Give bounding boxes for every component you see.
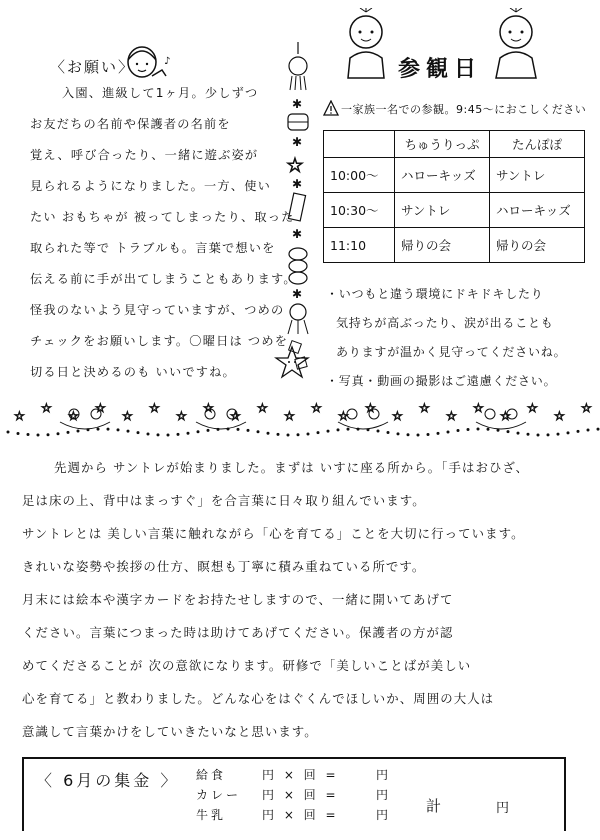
dot-mark bbox=[77, 430, 79, 432]
dot-mark bbox=[157, 434, 159, 436]
dot-mark bbox=[27, 434, 29, 436]
table-header-cell: たんぽぽ bbox=[490, 131, 585, 158]
text-line: 伝える前に手が出てしまうこともあります。 bbox=[30, 272, 297, 286]
dot-mark bbox=[7, 431, 9, 433]
svg-text:✱: ✱ bbox=[292, 177, 303, 191]
table-header-row bbox=[324, 131, 585, 158]
total-label: 計 bbox=[426, 797, 442, 815]
star-mark: ☆ bbox=[365, 401, 376, 415]
text-line: 入園、進級して1ヶ月。少しずつ bbox=[62, 86, 259, 100]
collection-title: 〈 6月の集金 〉 bbox=[36, 771, 180, 790]
table-cell: サントレ bbox=[490, 158, 585, 193]
text-line: きれいな姿勢や挨拶の仕方、瞑想も丁寧に積み重ねている所です。 bbox=[22, 559, 426, 574]
warning-icon bbox=[323, 100, 339, 116]
dot-mark bbox=[17, 432, 19, 434]
star-mark: ☆ bbox=[95, 401, 106, 415]
collection-item-label: 牛乳 bbox=[196, 808, 227, 822]
table-row bbox=[324, 228, 585, 263]
star-face-icon bbox=[274, 345, 310, 381]
dot-mark bbox=[557, 433, 559, 435]
table-row bbox=[324, 158, 585, 193]
collection-item-label: カレー bbox=[196, 788, 242, 802]
dot-mark bbox=[397, 433, 399, 435]
star-mark: ☆ bbox=[419, 401, 430, 415]
text-line: 意識して言葉かけをしていきたいなと思います。 bbox=[22, 724, 318, 739]
star-mark: ☆ bbox=[257, 401, 268, 415]
star-mark: ☆ bbox=[41, 401, 52, 415]
dot-mark bbox=[197, 431, 199, 433]
orihime-illustration-icon bbox=[486, 8, 546, 80]
dot-mark bbox=[347, 428, 349, 430]
sankan-note: 一家族一名での参観。9:45～におこしください bbox=[341, 103, 587, 116]
collection-item-label: 給食 bbox=[196, 768, 227, 782]
text-line: ・写真・動画の撮影はご遠慮ください。 bbox=[326, 374, 557, 388]
table-cell: 帰りの会 bbox=[490, 228, 585, 263]
star-border-divider bbox=[0, 400, 600, 440]
text-line: 取られた等で トラブルも。言葉で想いを bbox=[30, 241, 276, 255]
dot-mark bbox=[377, 430, 379, 432]
dot-mark bbox=[547, 434, 549, 436]
dot-mark bbox=[127, 430, 129, 432]
dot-mark bbox=[577, 430, 579, 432]
dot-mark bbox=[167, 434, 169, 436]
collection-item-total: 円 bbox=[376, 768, 392, 782]
dot-mark bbox=[537, 434, 539, 436]
star-mark: ☆ bbox=[311, 401, 322, 415]
child-face-mark bbox=[485, 409, 495, 419]
dot-mark bbox=[117, 429, 119, 431]
collection-item-calc: 円 × 回 = bbox=[262, 788, 339, 802]
text-line: ください。言葉につまった時は助けてあげてください。保護者の方が認 bbox=[22, 625, 454, 640]
dot-mark bbox=[137, 432, 139, 434]
table-cell: ハローキッズ bbox=[490, 193, 585, 228]
dot-mark bbox=[507, 431, 509, 433]
dot-mark bbox=[497, 429, 499, 431]
text-line: お友だちの名前や保護者の名前を bbox=[30, 117, 231, 131]
star-mark: ☆ bbox=[554, 409, 565, 423]
dot-mark bbox=[407, 434, 409, 436]
boat-mark bbox=[60, 422, 110, 429]
collection-item-calc: 円 × 回 = bbox=[262, 808, 339, 822]
dot-mark bbox=[527, 433, 529, 435]
table-header-cell: ちゅうりっぷ bbox=[395, 131, 490, 158]
table-cell: ハローキッズ bbox=[395, 158, 490, 193]
dot-mark bbox=[587, 429, 589, 431]
dot-mark bbox=[427, 434, 429, 436]
onegai-title: 〈お願い〉 bbox=[50, 58, 136, 76]
boat-mark bbox=[476, 422, 526, 429]
text-line: たい おもちゃが 被ってしまったり、取った bbox=[30, 210, 295, 224]
dot-mark bbox=[417, 434, 419, 436]
svg-text:♪: ♪ bbox=[164, 56, 171, 67]
star-mark: ☆ bbox=[338, 409, 349, 423]
svg-text:✱: ✱ bbox=[292, 97, 303, 111]
collection-item-total: 円 bbox=[376, 788, 392, 802]
dot-mark bbox=[247, 429, 249, 431]
dot-mark bbox=[37, 434, 39, 436]
boat-mark bbox=[338, 422, 388, 429]
star-mark: ☆ bbox=[203, 401, 214, 415]
star-mark: ☆ bbox=[149, 401, 160, 415]
dot-mark bbox=[447, 431, 449, 433]
dot-mark bbox=[67, 431, 69, 433]
table-cell: 帰りの会 bbox=[395, 228, 490, 263]
collection-item-total: 円 bbox=[376, 808, 392, 822]
dot-mark bbox=[297, 434, 299, 436]
svg-text:☆: ☆ bbox=[286, 153, 304, 177]
star-mark: ☆ bbox=[230, 409, 241, 423]
dot-mark bbox=[317, 432, 319, 434]
dot-mark bbox=[47, 434, 49, 436]
table-cell: 11:10 bbox=[324, 228, 395, 263]
dot-mark bbox=[457, 430, 459, 432]
collection-item-calc: 円 × 回 = bbox=[262, 768, 339, 782]
table-cell: 10:00～ bbox=[324, 158, 395, 193]
dot-mark bbox=[307, 433, 309, 435]
dot-mark bbox=[387, 431, 389, 433]
dot-mark bbox=[187, 432, 189, 434]
text-line: チェックをお願いします。〇曜日は つめを bbox=[30, 334, 289, 348]
star-mark: ☆ bbox=[392, 409, 403, 423]
dot-mark bbox=[437, 432, 439, 434]
table-header-cell bbox=[324, 131, 395, 158]
dot-mark bbox=[147, 433, 149, 435]
star-mark: ☆ bbox=[68, 409, 79, 423]
dot-mark bbox=[267, 432, 269, 434]
dot-mark bbox=[287, 434, 289, 436]
star-mark: ☆ bbox=[122, 409, 133, 423]
dot-mark bbox=[237, 428, 239, 430]
dot-mark bbox=[177, 433, 179, 435]
text-line: 気持ちが高ぶったり、涙が出ることも bbox=[336, 316, 554, 330]
dot-mark bbox=[97, 428, 99, 430]
text-line: 先週から サントレが始まりました。まずは いすに座る所から。「手はおひざ、 bbox=[54, 460, 529, 475]
star-mark: ☆ bbox=[581, 401, 592, 415]
dot-mark bbox=[277, 433, 279, 435]
text-line: ありますが温かく見守ってくださいね。 bbox=[336, 345, 567, 359]
text-line: 心を育てる」と教わりました。どんな心をはぐくんでほしいか、周囲の大人は bbox=[22, 691, 495, 706]
text-line: 怪我のないよう見守っていますが、つめの bbox=[30, 303, 285, 317]
total-unit: 円 bbox=[496, 801, 510, 816]
text-line: 足は床の上、背中はまっすぐ」を合言葉に日々取り組んでいます。 bbox=[22, 493, 426, 508]
star-mark: ☆ bbox=[446, 409, 457, 423]
table-row bbox=[324, 193, 585, 228]
schedule-table bbox=[323, 130, 585, 263]
text-line: 月末には絵本や漢字カードをお持たせしますので、一緒に開いてあげて bbox=[22, 592, 454, 607]
tanabata-decoration-icon bbox=[278, 42, 318, 392]
hikoboshi-illustration-icon bbox=[336, 8, 396, 80]
dot-mark bbox=[337, 429, 339, 431]
dot-mark bbox=[567, 432, 569, 434]
star-mark: ☆ bbox=[500, 409, 511, 423]
star-mark: ☆ bbox=[176, 409, 187, 423]
text-line: めてくださることが 次の意欲になります。研修で「美しいことばが美しい bbox=[22, 658, 472, 673]
star-mark: ☆ bbox=[14, 409, 25, 423]
dot-mark bbox=[517, 432, 519, 434]
star-mark: ☆ bbox=[527, 401, 538, 415]
table-cell: 10:30～ bbox=[324, 193, 395, 228]
girl-illustration-icon bbox=[118, 42, 178, 84]
text-line: 覚え、呼び合ったり、一緒に遊ぶ姿が bbox=[30, 148, 259, 162]
boat-mark bbox=[196, 422, 246, 429]
table-cell: サントレ bbox=[395, 193, 490, 228]
svg-text:✱: ✱ bbox=[292, 135, 303, 149]
dot-mark bbox=[327, 430, 329, 432]
dot-mark bbox=[107, 428, 109, 430]
svg-text:✱: ✱ bbox=[292, 227, 303, 241]
text-line: 切る日と決めるのも いいですね。 bbox=[30, 365, 236, 379]
dot-mark bbox=[207, 429, 209, 431]
dot-mark bbox=[597, 428, 599, 430]
sankan-title: 参観日 bbox=[398, 57, 483, 82]
text-line: 見られるようになりました。一方、使い bbox=[30, 179, 271, 193]
dot-mark bbox=[257, 431, 259, 433]
dot-mark bbox=[57, 433, 59, 435]
svg-text:✱: ✱ bbox=[292, 287, 303, 301]
dot-mark bbox=[467, 428, 469, 430]
star-mark: ☆ bbox=[284, 409, 295, 423]
star-mark: ☆ bbox=[473, 401, 484, 415]
text-line: ・いつもと違う環境にドキドキしたり bbox=[326, 287, 544, 301]
text-line: サントレとは 美しい言葉に触れながら「心を育てる」ことを大切に行っています。 bbox=[22, 526, 525, 541]
dot-mark bbox=[487, 428, 489, 430]
dot-mark bbox=[477, 428, 479, 430]
